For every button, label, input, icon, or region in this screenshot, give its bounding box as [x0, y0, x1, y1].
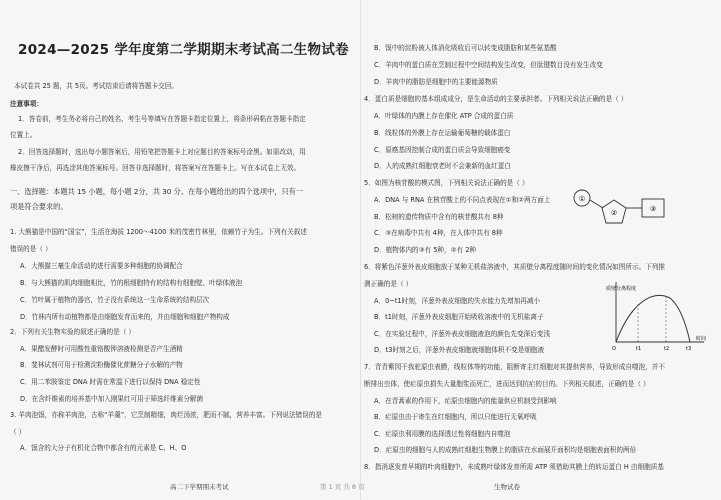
note-line: 位置上。	[10, 131, 37, 139]
plasmolysis-graph	[604, 276, 710, 352]
q6-option-d: D．t3时刻之后，洋葱外表皮细胞就细胞体积不变是细胞液	[374, 346, 545, 354]
q6-stem: 测正确的是（ ）	[364, 280, 413, 288]
footer-course: 高二下学期期末考试	[170, 483, 229, 491]
q3-option-c: C．羊肉中的蛋白质在烹制过程中空间结构发生改变，但肽键数目没有发生改变	[374, 61, 603, 69]
q3-option-d: D．羊肉中的脂肪是细胞中的主要能源物质	[374, 78, 498, 86]
q3-option-a: A．馍含的大分子有机化合物中都含有的元素是 C、H、O	[20, 444, 187, 452]
q3-stem: 3. 羊肉泡馍，亦称羊肉泡，古称“羊羹”，它烹制精细，肉烂汤浓，肥而不腻，营养丰富。下列说法错误的是	[10, 411, 322, 419]
section-heading: 一、选择题：本题共 15 小题，每小题 2分，共 30 分。在每小题给出的四个选项中，只有一	[10, 187, 304, 196]
q7-stem: 断排出虫体，使疟原虫损失大量胞浆而死亡，进而达到抗疟的目的。下列相关叙述，正确的是（ ）	[364, 380, 650, 388]
q4-stem: 4．蛋白质是细胞的基本组成成分，是生命活动的主要承担者。下列相关说法正确的是（ ）	[364, 95, 628, 103]
intro-text: 本试卷共 25 题，共 5页。考试结束后请将答题卡交回。	[14, 82, 178, 90]
q4-option-d: D．人的成熟红细胞衰老时不会兼新的血红蛋白	[374, 162, 511, 170]
footer-page-number: 第 1 页 共 8 页	[320, 483, 365, 491]
note-line: 1．答卷前，考生务必将自己的姓名、考生号等填写在答题卡指定位置上，将条形码粘在答题卡指定	[18, 115, 306, 123]
label-2: ②	[610, 209, 618, 217]
note-line: 橡皮擦干净后，再选涂其他答案标号。回答非选择题时，将答案写在答题卡上。写在本试卷上无效。	[10, 164, 301, 172]
q4-option-a: A．叶绿体的内膜上存在催化 ATP 合成的蛋白质	[374, 112, 514, 120]
q7-option-c: C．疟原虫利用膜的选择透过性将细胞内自噬泡	[374, 430, 511, 438]
q7-option-a: A．在青蒿素的作用下，疟原虫细胞内的能量供应机制受到影响	[374, 397, 557, 405]
q8-stem: 8．指消逐发育早期的叶肉细胞中，未成熟叶绿体发育所需 ATP 须借助其膜上的转运蛋白 H 由细胞质基	[364, 463, 664, 471]
label-3: ③	[649, 205, 657, 213]
q6-option-b: B．t1时刻，洋葱外表皮细胞开始吸收溶液中的无机盐离子	[374, 313, 544, 321]
q7-option-d: D．疟原虫的细胞与人的成熟红细胞生物膜上的脂质在水面展开面积均是细胞表面积的两倍	[374, 446, 637, 454]
notes-heading: 注意事项：	[10, 100, 43, 108]
tick-t1: t1	[636, 346, 642, 352]
q1-option-d: D．竹林内所有动植物都是由细胞发育而来的，并由细胞和细胞产物构成	[20, 313, 230, 321]
q5-option-b: B．松树的遗传物质中含有的核苷酸共有 8种	[374, 213, 504, 221]
exam-title: 2024—2025 学年度第二学期期末考试高二生物试卷	[18, 42, 349, 58]
q3-option-b: B．馍中的淀粉被人体消化吸收后可以转变成脂肪和某些氨基酸	[374, 44, 557, 52]
q1-option-c: C．竹叶属于植物的器官，竹子没有系统这一生命系统的结构层次	[20, 296, 210, 304]
q1-stem: 1. 大熊猫是中国的“国宝”，生活在海拔 1200～4100 米的茂密竹林里，依赖竹子为生。下列有关叙述	[10, 228, 307, 236]
q6-option-a: A．0~t1时刻，洋葱外表皮细胞的失水能力先增加再减小	[374, 297, 541, 305]
q4-option-b: B．线粒体的外膜上存在运输葡萄糖的载体蛋白	[374, 129, 511, 137]
q5-stem: 5．如图为核苷酸的模式图，下列相关说法正确的是（ ）	[364, 179, 529, 187]
bond-line	[590, 200, 603, 208]
note-line: 2．回答选择题时，选出每小题答案后，用铅笔把答题卡上对应题目的答案标号涂黑。如需改动，用	[18, 148, 306, 156]
q5-option-d: D．植物体内的③有 5种，②有 2种	[374, 246, 477, 254]
q7-stem: 7．青青紫园干我驼原虫表膜，线粒体等的功能，阻断寄主红细胞对其提供营养，导致形成自噬泡，并不	[364, 363, 665, 371]
tick-t3: t3	[686, 346, 692, 352]
label-1: ①	[578, 195, 586, 203]
graph-xlabel: 时间	[696, 336, 707, 342]
tick-t2: t2	[664, 346, 670, 352]
footer-subject: 生物试卷	[494, 483, 520, 491]
q2-option-c: C．用二苯胺鉴定 DNA 时需在常温下进行以保持 DNA 稳定性	[20, 378, 201, 386]
q2-stem: 2．下列有关生物实验的叙述正确的是（ ）	[10, 328, 135, 336]
q7-option-b: B．疟原虫由于寄生在红细胞内，所以只能进行无氧呼吸	[374, 413, 537, 421]
q5-option-a: A．DNA 与 RNA 在核苷酸上的不同点表现在①和②两方面上	[374, 196, 551, 204]
q2-option-b: B．斐林试剂可用于检测淀粉酶催化蔗糖分子水解的产物	[20, 361, 183, 369]
q3-stem: （ ）	[10, 428, 26, 436]
section-heading: 项是符合要求的。	[10, 202, 68, 211]
q2-option-d: D．在含纤维素的培养基中加入刚果红可用于筛选纤维素分解菌	[20, 395, 204, 403]
q1-option-b: B．与大熊猫的肌肉细胞相比，竹的根细胞特有的结构有细胞壁、叶绿体液泡	[20, 279, 243, 287]
q2-option-a: A．果醋发酵时可用酸性重铬酸钾溶液检测是否产生酒精	[20, 345, 183, 353]
q6-stem: 6．将紫色洋葱外表皮细胞放于某种无机盐溶液中，其质壁分离程度随时间的变化情况如图所示。下列推	[364, 263, 665, 271]
nucleotide-diagram	[570, 186, 680, 236]
q5-option-c: C．③在病毒中共有 4种，在人体中共有 8种	[374, 229, 503, 237]
curve	[616, 295, 690, 342]
q1-stem: 错误的是（ ）	[10, 245, 52, 253]
q1-option-a: A．大熊猫三毫生命活动的进行需要多种细胞的协调配合	[20, 262, 183, 270]
q6-option-c: C．在实验过程中，洋葱外表皮细胞液泡的颜色先变深后变浅	[374, 330, 551, 338]
q4-option-c: C．原癌基因控制合成的蛋白质会导致细胞癌变	[374, 146, 511, 154]
column-divider	[360, 0, 361, 500]
graph-ylabel: 质壁分离程度	[606, 286, 637, 292]
tick-o: O	[612, 346, 616, 352]
